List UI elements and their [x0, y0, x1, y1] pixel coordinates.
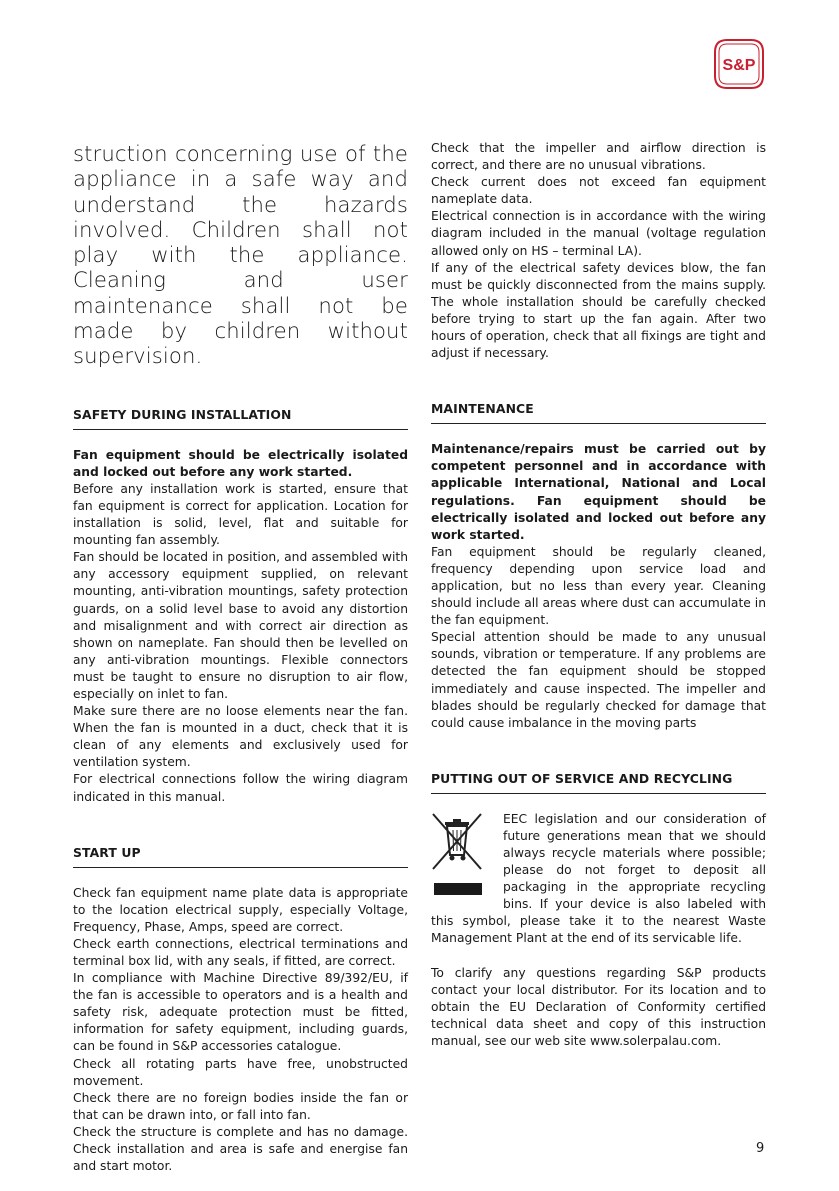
weee-crossed-bin-icon	[431, 811, 483, 897]
maintenance-p1: Fan equipment should be regularly cleaned, frequency depending upon service load and application, but no less than every year. Cleaning should include all areas where dust can accumulate in the fan equipment.	[431, 544, 766, 628]
logo-text: S&P	[722, 57, 756, 74]
recycling-p1: EEC legislation and our consideration of future generations mean that we should always recycle materials where possible; please do not forget to deposit all packaging in the appropriate recycling bins. If your device is also labeled with this symbol, please take it to the nearest Waste Management Plant at the end of its servicable life.	[431, 811, 766, 946]
section-title-start-up: START UP	[73, 845, 408, 868]
recycling-p2: To clarify any questions regarding S&P products contact your local distributor. For its location and to obtain the EU Declaration of Conformity certified technical data sheet and copy of this instruction manual, see our web site www.solerpalau.com.	[431, 965, 766, 1048]
start-up-cont-p1: Check that the impeller and airflow direction is correct, and there are no unusual vibrations.	[431, 141, 766, 173]
start-up-p6: Check the structure is complete and has no damage. Check installation and area is safe and energise fan and start motor.	[73, 1124, 408, 1174]
section-title-safety-installation: SAFETY DURING INSTALLATION	[73, 407, 408, 430]
maintenance-p2: Special attention should be made to any unusual sounds, vibration or temperature. If any problems are detected the fan equipment should be stopped immediately and cause inspected. The impeller and blades should be regularly checked for damage that could cause imbalance in the moving parts	[431, 630, 766, 730]
page-number: 9	[756, 1141, 765, 1156]
sp-logo	[713, 38, 765, 90]
start-up-cont-p2: Check current does not exceed fan equipment nameplate data.	[431, 175, 766, 207]
start-up-cont-p3: Electrical connection is in accordance with the wiring diagram included in the manual (voltage regulation allowed only on HS – terminal LA).	[431, 209, 766, 258]
start-up-cont-p4: If any of the electrical safety devices blow, the fan must be quickly disconnected from the mains supply. The whole installation should be carefully checked before trying to start up the fan again. After two hours of operation, check that all fixings are tight and adjust if necessary.	[431, 260, 766, 361]
start-up-p3: In compliance with Machine Directive 89/392/EU, if the fan is accessible to operators and is a health and safety risk, adequate protection must be fitted, information for safety equipment, including guards, can be found in S&P accessories catalogue.	[73, 971, 408, 1054]
start-up-p4: Check all rotating parts have free, unobstructed movement.	[73, 1056, 408, 1088]
safety-install-p3: Make sure there are no loose elements near the fan. When the fan is mounted in a duct, check that it is clean of any elements and exclusively used for ventilation system.	[73, 704, 408, 770]
safety-install-p1: Before any installation work is started, ensure that fan equipment is correct for application. Location for installation is solid, level, flat and suitable for mounting fan assembly.	[73, 481, 408, 548]
safety-install-warning: Fan equipment should be electrically isolated and locked out before any work started.	[73, 447, 408, 479]
intro-paragraph: struction concerning use of the appliance in a safe way and understand the hazards involved. Children shall not play with the appliance. Cleaning and user maintenance shall not be made by children without supervision.	[73, 141, 408, 369]
start-up-p1: Check fan equipment name plate data is appropriate to the location electrical supply, especially Voltage, Frequency, Phase, Amps, speed are correct.	[73, 885, 408, 934]
maintenance-warning: Maintenance/repairs must be carried out by competent personnel and in accordance with applicable International, National and Local regulations. Fan equipment should be electrically isolated and locked out before any work started.	[431, 442, 766, 542]
left-column	[73, 140, 408, 1175]
right-column	[431, 140, 766, 1050]
safety-install-p2: Fan should be located in position, and assembled with any accessory equipment supplied, on relevant mounting, anti-vibration mountings, safety protection guards, on a solid level base to avoid any distortion and misalignment and with correct air direction as shown on nameplate. Fan should then be levelled on any anti-vibration mountings. Flexible connectors must be taught to ensure no disruption to air flow, especially on inlet to fan.	[73, 550, 408, 701]
safety-install-p4: For electrical connections follow the wiring diagram indicated in this manual.	[73, 772, 408, 804]
section-title-recycling: PUTTING OUT OF SERVICE AND RECYCLING	[431, 771, 766, 794]
start-up-p5: Check there are no foreign bodies inside the fan or that can be drawn into, or fall into fan.	[73, 1090, 408, 1122]
recycling-block	[431, 811, 766, 948]
start-up-p2: Check earth connections, electrical terminations and terminal box lid, with any seals, if fitted, are correct.	[73, 936, 408, 969]
section-title-maintenance: MAINTENANCE	[431, 401, 766, 424]
